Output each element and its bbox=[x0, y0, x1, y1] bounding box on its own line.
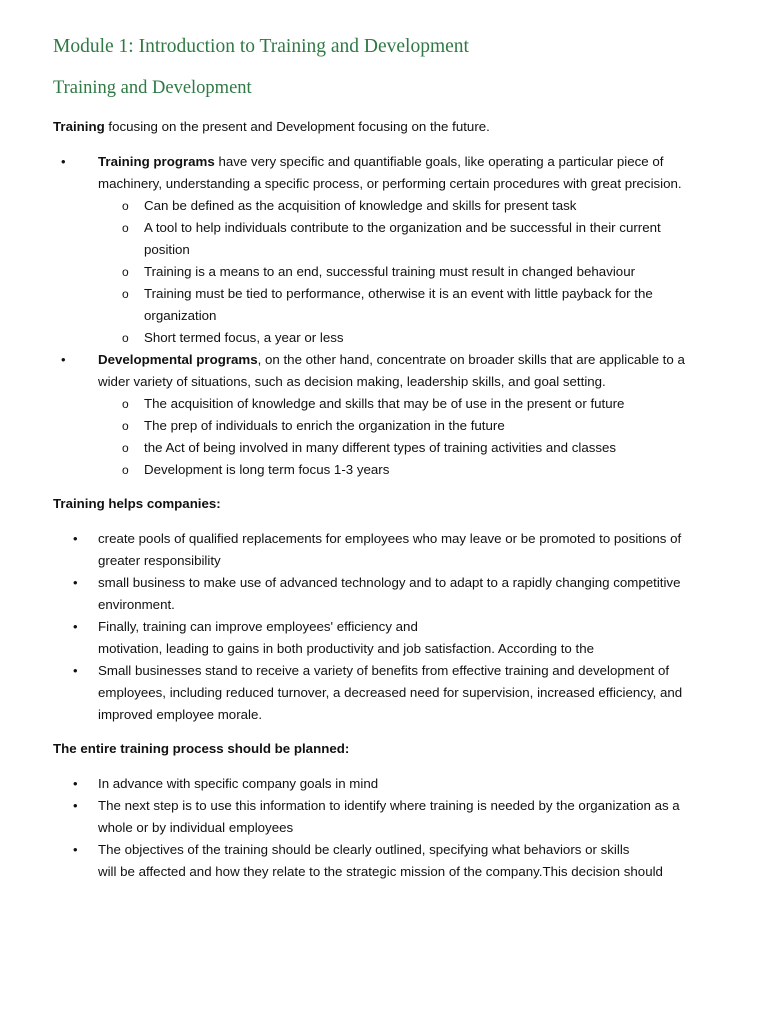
bullet-icon: • bbox=[73, 531, 78, 546]
bullet-icon: • bbox=[73, 798, 78, 813]
programs-list bbox=[53, 151, 703, 481]
list-item-text: The next step is to use this information to identify where training is needed by the organization as a whole or by individual employees bbox=[98, 798, 680, 835]
helps-list bbox=[53, 528, 703, 726]
intro-paragraph bbox=[53, 116, 703, 138]
circle-bullet-icon: o bbox=[122, 221, 129, 235]
sub-item-text: Training must be tied to performance, otherwise it is an event with little payback for the organization bbox=[144, 286, 653, 323]
sub-item-text: The acquisition of knowledge and skills that may be of use in the present or future bbox=[144, 396, 625, 411]
sub-item-text: Can be defined as the acquisition of knowledge and skills for present task bbox=[144, 198, 577, 213]
list-item-text: In advance with specific company goals in mind bbox=[98, 776, 379, 791]
circle-bullet-icon: o bbox=[122, 331, 129, 345]
bullet-icon: • bbox=[73, 663, 78, 678]
planned-list bbox=[53, 773, 703, 883]
sub-item bbox=[98, 437, 703, 459]
bullet-icon: • bbox=[73, 619, 78, 634]
sub-item bbox=[98, 393, 703, 415]
circle-bullet-icon: o bbox=[122, 397, 129, 411]
sub-item bbox=[98, 415, 703, 437]
program-bold: Developmental programs bbox=[98, 352, 258, 367]
development-sublist bbox=[98, 393, 703, 481]
program-item-training bbox=[53, 151, 703, 349]
bullet-icon: • bbox=[73, 842, 78, 857]
section-title: Training and Development bbox=[53, 78, 252, 98]
program-text: , on the other hand, concentrate on broader skills that are applicable to a wider variety of situations, such as decision making, leadership skills, and goal setting. bbox=[98, 352, 685, 389]
circle-bullet-icon: o bbox=[122, 265, 129, 279]
module-title: Module 1: Introduction to Training and Development bbox=[53, 36, 469, 57]
bullet-icon: • bbox=[61, 352, 66, 367]
program-item-development bbox=[53, 349, 703, 481]
list-item-text: Small businesses stand to receive a variety of benefits from effective training and development of employees, including reduced turnover, a decreased need for supervision, increased efficiency, and improved employee morale. bbox=[98, 663, 683, 722]
list-item bbox=[53, 616, 703, 660]
list-item-text: The objectives of the training should be clearly outlined, specifying what behaviors or skills will be affected and how they relate to the strategic mission of the company.This decision should bbox=[98, 842, 663, 879]
sub-item-text: the Act of being involved in many different types of training activities and classes bbox=[144, 440, 617, 455]
sub-item-text: A tool to help individuals contribute to the organization and be successful in their current position bbox=[144, 220, 661, 257]
bullet-icon: • bbox=[73, 776, 78, 791]
list-item-text: Finally, training can improve employees' efficiency and motivation, leading to gains in both productivity and job satisfaction. According to the bbox=[98, 619, 594, 656]
sub-item-text: Training is a means to an end, successful training must result in changed behaviour bbox=[144, 264, 636, 279]
list-item bbox=[53, 528, 703, 572]
training-sublist bbox=[98, 195, 703, 349]
helps-heading: Training helps companies: bbox=[53, 496, 221, 511]
list-item bbox=[53, 795, 703, 839]
circle-bullet-icon: o bbox=[122, 441, 129, 455]
intro-text: focusing on the present and Development focusing on the future. bbox=[104, 119, 490, 134]
circle-bullet-icon: o bbox=[122, 199, 129, 213]
sub-item-text: The prep of individuals to enrich the organization in the future bbox=[144, 418, 505, 433]
document-body bbox=[53, 116, 703, 883]
list-item bbox=[53, 572, 703, 616]
sub-item-text: Short termed focus, a year or less bbox=[144, 330, 344, 345]
circle-bullet-icon: o bbox=[122, 463, 129, 477]
list-item bbox=[53, 773, 703, 795]
sub-item bbox=[98, 217, 703, 261]
program-bold: Training programs bbox=[98, 154, 215, 169]
sub-item bbox=[98, 459, 703, 481]
bullet-icon: • bbox=[73, 575, 78, 590]
list-item-text: small business to make use of advanced technology and to adapt to a rapidly changing competitive environment. bbox=[98, 575, 681, 612]
list-item-text: create pools of qualified replacements for employees who may leave or be promoted to positions of greater responsibility bbox=[98, 531, 682, 568]
sub-item bbox=[98, 283, 703, 327]
program-text: have very specific and quantifiable goals, like operating a particular piece of machinery, understanding a specific process, or performing certain procedures with great precision. bbox=[98, 154, 682, 191]
sub-item bbox=[98, 261, 703, 283]
circle-bullet-icon: o bbox=[122, 287, 129, 301]
sub-item bbox=[98, 327, 703, 349]
list-item bbox=[53, 660, 703, 726]
list-item bbox=[53, 839, 703, 883]
bullet-icon: • bbox=[61, 154, 66, 169]
circle-bullet-icon: o bbox=[122, 419, 129, 433]
intro-bold: Training bbox=[53, 119, 105, 134]
sub-item-text: Development is long term focus 1-3 years bbox=[144, 462, 390, 477]
planned-heading: The entire training process should be planned: bbox=[53, 741, 350, 756]
sub-item bbox=[98, 195, 703, 217]
